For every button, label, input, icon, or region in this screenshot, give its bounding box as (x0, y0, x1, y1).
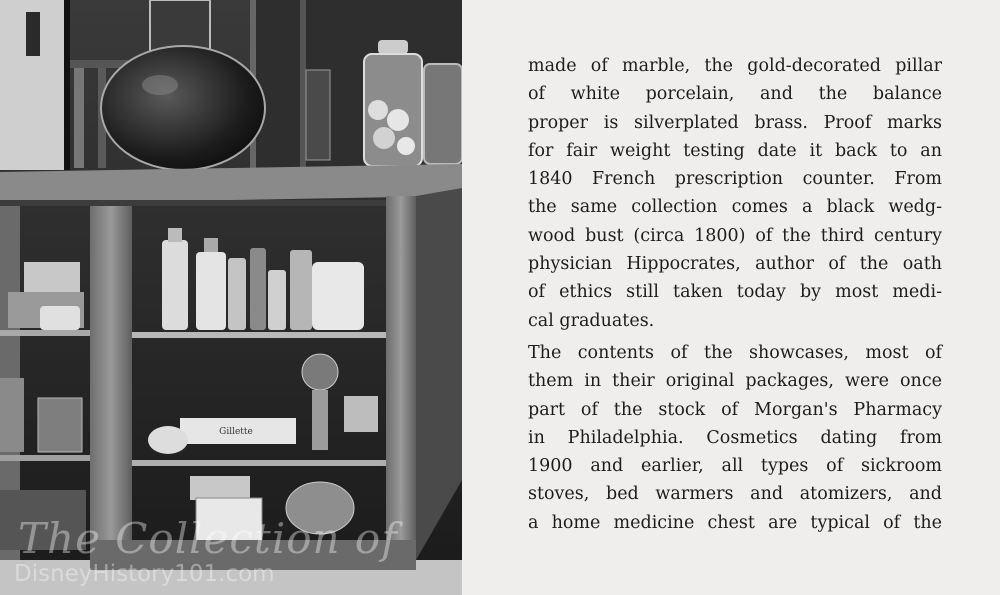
showcase-illustration (0, 0, 462, 595)
text-line: 1840 French prescription counter. From (528, 169, 942, 190)
text-line: cal graduates. (528, 310, 655, 331)
apothecary-jar (364, 40, 422, 166)
article-text (528, 52, 942, 537)
text-line: proper is silverplated brass. Proof marks (528, 112, 942, 133)
photo-bottle-label: Gillette (219, 427, 253, 437)
pharmacy-showcase-photo (0, 0, 462, 595)
light-switch (26, 12, 40, 56)
text-line: 1900 and earlier, all types of sickroom (528, 456, 942, 477)
text-line: for fair weight testing date it back to an (528, 140, 942, 161)
text-line: of ethics still taken today by most medi- (528, 282, 942, 303)
text-line: of white porcelain, and the balance (528, 84, 942, 105)
paragraph-1 (528, 52, 942, 335)
watermark-line1: The Collection of (18, 514, 398, 563)
text-line: a home medicine chest are typical of the (528, 512, 942, 533)
text-line: wood bust (circa 1800) of the third century (528, 225, 942, 246)
text-line: part of the stock of Morgan's Pharmacy (528, 399, 942, 420)
text-line: stoves, bed warmers and atomizers, and (528, 484, 942, 505)
shelf-bottom (132, 460, 386, 466)
watermark (14, 514, 398, 587)
text-line: them in their original packages, were once (528, 371, 942, 392)
text-line: in Philadelphia. Cosmetics dating from (528, 427, 942, 448)
text-line: The contents of the showcases, most of (528, 342, 942, 363)
text-line: made of marble, the gold-decorated pillar (528, 56, 942, 76)
shelf-top (132, 332, 386, 338)
paragraph-2 (528, 339, 942, 537)
text-line: physician Hippocrates, author of the oath (528, 254, 942, 275)
text-line: the same collection comes a black wedg- (528, 197, 942, 218)
watermark-line2: DisneyHistory101.com (14, 561, 275, 587)
